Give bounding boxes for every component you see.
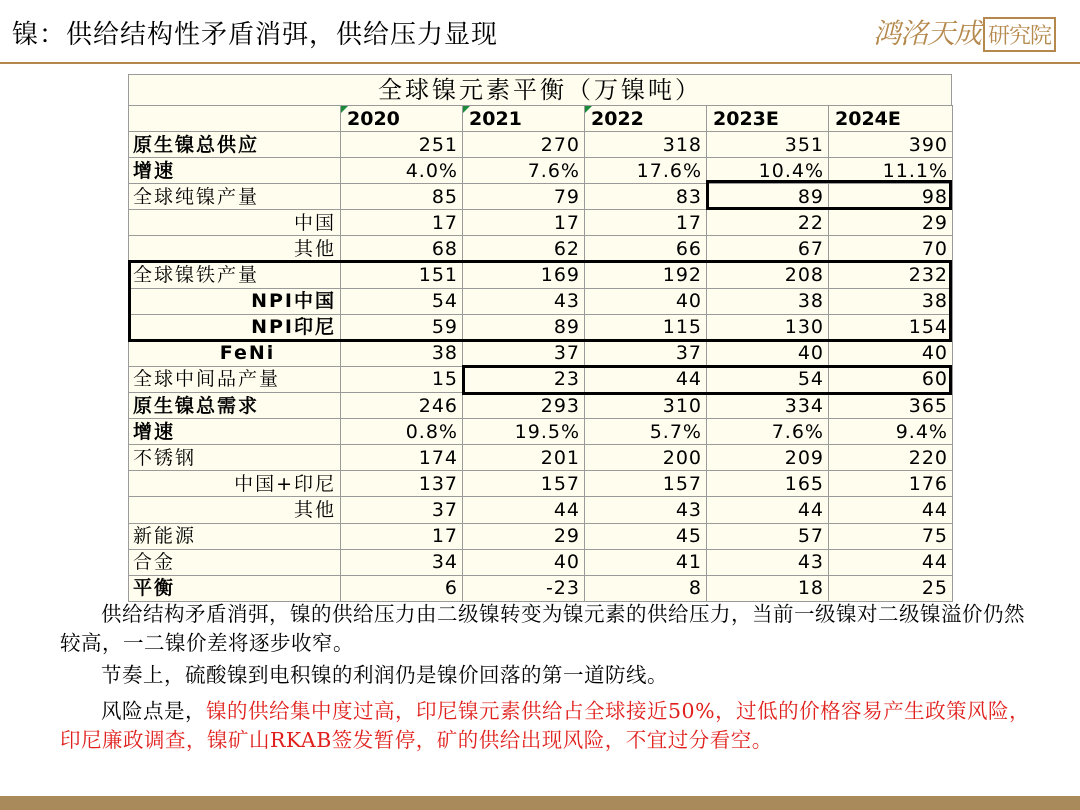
row-value: 115 bbox=[585, 314, 707, 340]
row-label: 新能源 bbox=[129, 523, 341, 549]
row-value: 44 bbox=[707, 497, 829, 523]
table-row bbox=[129, 288, 953, 314]
header-cell-year: 2023E bbox=[707, 106, 829, 132]
row-value: 310 bbox=[585, 393, 707, 419]
row-value: 34 bbox=[341, 549, 463, 575]
table-row bbox=[129, 445, 953, 471]
table-row bbox=[129, 575, 953, 601]
row-value: 38 bbox=[707, 288, 829, 314]
row-value: 9.4% bbox=[829, 419, 953, 445]
row-value: 200 bbox=[585, 445, 707, 471]
row-value: 40 bbox=[463, 549, 585, 575]
row-value: 66 bbox=[585, 236, 707, 262]
row-value: 60 bbox=[829, 366, 953, 392]
row-value: 79 bbox=[463, 184, 585, 210]
row-value: 11.1% bbox=[829, 158, 953, 184]
row-value: 41 bbox=[585, 549, 707, 575]
header-cell bbox=[129, 106, 341, 132]
row-value: 62 bbox=[463, 236, 585, 262]
row-value: 293 bbox=[463, 393, 585, 419]
row-label: 中国 bbox=[129, 210, 341, 236]
row-label: 增速 bbox=[129, 158, 341, 184]
nickel-balance-table bbox=[128, 74, 952, 602]
row-value: 390 bbox=[829, 132, 953, 158]
slide-title: 镍：供给结构性矛盾消弭，供给压力显现 bbox=[12, 20, 499, 50]
row-value: 334 bbox=[707, 393, 829, 419]
row-value: 37 bbox=[341, 497, 463, 523]
row-label: NPI印尼 bbox=[129, 314, 341, 340]
row-value: 17.6% bbox=[585, 158, 707, 184]
header-divider bbox=[0, 62, 1080, 64]
row-value: 8 bbox=[585, 575, 707, 601]
row-value: 38 bbox=[829, 288, 953, 314]
row-value: 85 bbox=[341, 184, 463, 210]
row-value: 169 bbox=[463, 262, 585, 288]
paragraph-supply-structure: 供给结构矛盾消弭，镍的供给压力由二级镍转变为镍元素的供给压力，当前一级镍对二级镍溢价仍然较高，一二镍价差将逐步收窄。 bbox=[60, 602, 1025, 655]
logo-box-text: 研究院 bbox=[983, 17, 1056, 52]
table-row bbox=[129, 366, 953, 392]
paragraph-risk bbox=[60, 697, 1040, 755]
row-value: 174 bbox=[341, 445, 463, 471]
row-value: 98 bbox=[829, 184, 953, 210]
row-label: 原生镍总需求 bbox=[129, 393, 341, 419]
row-value: 57 bbox=[707, 523, 829, 549]
row-value: 7.6% bbox=[463, 158, 585, 184]
row-label: FeNi bbox=[129, 340, 341, 366]
row-value: 130 bbox=[707, 314, 829, 340]
table-header-row bbox=[129, 106, 953, 132]
row-value: 89 bbox=[463, 314, 585, 340]
row-value: 23 bbox=[463, 366, 585, 392]
row-value: 22 bbox=[707, 210, 829, 236]
row-value: 10.4% bbox=[707, 158, 829, 184]
row-value: 38 bbox=[341, 340, 463, 366]
row-value: 68 bbox=[341, 236, 463, 262]
row-value: 165 bbox=[707, 471, 829, 497]
row-value: 137 bbox=[341, 471, 463, 497]
row-value: 25 bbox=[829, 575, 953, 601]
table-row bbox=[129, 236, 953, 262]
table-row bbox=[129, 158, 953, 184]
row-value: 43 bbox=[707, 549, 829, 575]
row-value: 45 bbox=[585, 523, 707, 549]
row-value: 154 bbox=[829, 314, 953, 340]
row-value: 246 bbox=[341, 393, 463, 419]
row-value: 176 bbox=[829, 471, 953, 497]
row-value: 351 bbox=[707, 132, 829, 158]
row-value: 54 bbox=[707, 366, 829, 392]
row-value: 75 bbox=[829, 523, 953, 549]
row-value: 44 bbox=[463, 497, 585, 523]
header-cell-year: 2024E bbox=[829, 106, 953, 132]
row-value: 0.8% bbox=[341, 419, 463, 445]
row-value: 17 bbox=[341, 523, 463, 549]
row-value: 157 bbox=[585, 471, 707, 497]
row-value: 220 bbox=[829, 445, 953, 471]
footer-bar bbox=[0, 796, 1080, 810]
table-row bbox=[129, 340, 953, 366]
row-value: 40 bbox=[585, 288, 707, 314]
risk-body: 镍的供给集中度过高，印尼镍元素供给占全球接近50%，过低的价格容易产生政策风险，印尼廉政调查，镍矿山RKAB签发暂停，矿的供给出现风险，不宜过分看空。 bbox=[60, 699, 1031, 752]
table-row bbox=[129, 184, 953, 210]
row-value: 232 bbox=[829, 262, 953, 288]
row-value: 37 bbox=[585, 340, 707, 366]
row-label: 不锈钢 bbox=[129, 445, 341, 471]
row-value: 59 bbox=[341, 314, 463, 340]
logo-text: 鸿洺天成 bbox=[872, 17, 981, 50]
row-label: 平衡 bbox=[129, 575, 341, 601]
header-cell-year: 2022 bbox=[585, 106, 707, 132]
row-value: 18 bbox=[707, 575, 829, 601]
table-row bbox=[129, 419, 953, 445]
row-value: 37 bbox=[463, 340, 585, 366]
row-value: 17 bbox=[341, 210, 463, 236]
row-value: 43 bbox=[463, 288, 585, 314]
row-value: 251 bbox=[341, 132, 463, 158]
company-logo bbox=[873, 12, 1056, 52]
row-value: 17 bbox=[585, 210, 707, 236]
row-label: 全球镍铁产量 bbox=[129, 262, 341, 288]
balance-grid bbox=[128, 105, 953, 602]
row-label: 其他 bbox=[129, 236, 341, 262]
row-value: 83 bbox=[585, 184, 707, 210]
row-value: 209 bbox=[707, 445, 829, 471]
table-row bbox=[129, 132, 953, 158]
row-value: 208 bbox=[707, 262, 829, 288]
row-value: 29 bbox=[463, 523, 585, 549]
header-cell-year: 2020 bbox=[341, 106, 463, 132]
table-body bbox=[129, 132, 953, 602]
row-value: 4.0% bbox=[341, 158, 463, 184]
row-value: 318 bbox=[585, 132, 707, 158]
table-title: 全球镍元素平衡（万镍吨） bbox=[128, 74, 952, 105]
row-value: 43 bbox=[585, 497, 707, 523]
row-value: 192 bbox=[585, 262, 707, 288]
row-label: 其他 bbox=[129, 497, 341, 523]
row-value: 151 bbox=[341, 262, 463, 288]
row-value: 44 bbox=[585, 366, 707, 392]
row-value: 40 bbox=[707, 340, 829, 366]
row-label: 增速 bbox=[129, 419, 341, 445]
row-label: 合金 bbox=[129, 549, 341, 575]
row-value: 201 bbox=[463, 445, 585, 471]
row-label: NPI中国 bbox=[129, 288, 341, 314]
row-value: 70 bbox=[829, 236, 953, 262]
row-value: 6 bbox=[341, 575, 463, 601]
row-value: 19.5% bbox=[463, 419, 585, 445]
table-row bbox=[129, 523, 953, 549]
row-value: 15 bbox=[341, 366, 463, 392]
table-row bbox=[129, 262, 953, 288]
row-value: 67 bbox=[707, 236, 829, 262]
table-row bbox=[129, 497, 953, 523]
row-label: 原生镍总供应 bbox=[129, 132, 341, 158]
row-value: 29 bbox=[829, 210, 953, 236]
row-value: 270 bbox=[463, 132, 585, 158]
paragraph-rhythm: 节奏上，硫酸镍到电积镍的利润仍是镍价回落的第一道防线。 bbox=[101, 663, 668, 687]
row-value: -23 bbox=[463, 575, 585, 601]
table-row bbox=[129, 210, 953, 236]
row-value: 40 bbox=[829, 340, 953, 366]
row-value: 54 bbox=[341, 288, 463, 314]
row-value: 44 bbox=[829, 549, 953, 575]
row-value: 7.6% bbox=[707, 419, 829, 445]
table-row bbox=[129, 549, 953, 575]
row-value: 44 bbox=[829, 497, 953, 523]
row-label: 全球纯镍产量 bbox=[129, 184, 341, 210]
row-value: 17 bbox=[463, 210, 585, 236]
header-cell-year: 2021 bbox=[463, 106, 585, 132]
row-label: 中国+印尼 bbox=[129, 471, 341, 497]
row-label: 全球中间品产量 bbox=[129, 366, 341, 392]
row-value: 5.7% bbox=[585, 419, 707, 445]
table-row bbox=[129, 393, 953, 419]
table-row bbox=[129, 471, 953, 497]
row-value: 365 bbox=[829, 393, 953, 419]
row-value: 157 bbox=[463, 471, 585, 497]
table-row bbox=[129, 314, 953, 340]
risk-lead: 风险点是， bbox=[101, 699, 206, 723]
row-value: 89 bbox=[707, 184, 829, 210]
